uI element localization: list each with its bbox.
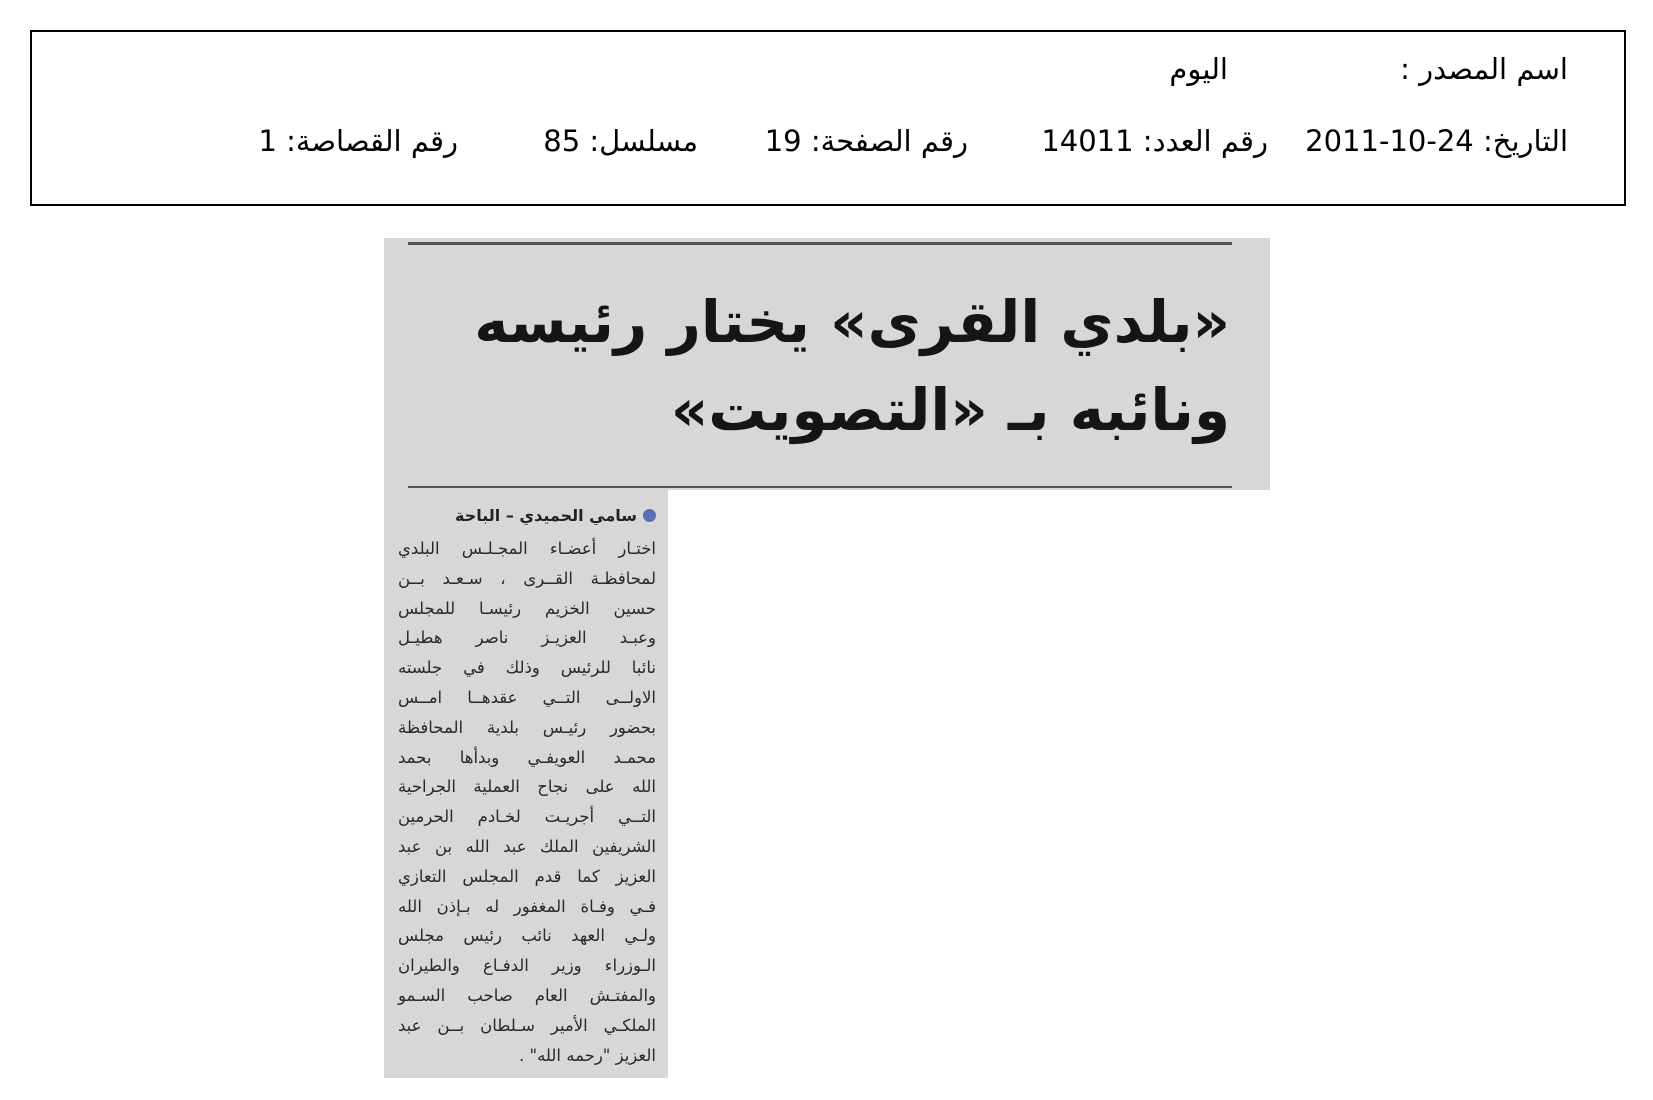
body-line: اختـار أعضـاء المجـلـس البلدي [398,539,656,558]
source-label: اسم المصدر : [1400,52,1568,86]
body-line: نائبا للرئيس وذلك في جلسته [398,658,656,678]
headline-line-1: «بلدي القرى» يختار رئيسه [474,288,1230,356]
source-value: اليوم [1169,52,1228,86]
serial-field: مسلسل: 85 [543,124,698,158]
body-line: الشريفين الملك عبد الله بن عبد [398,836,656,856]
headline [424,278,1230,454]
body-line: العزيز "رحمه الله" . [518,1045,656,1065]
bullet-icon [643,509,656,522]
byline [455,506,656,525]
body-line: الملكـي الأمير سـلطان بــن عبد [398,1015,656,1035]
body-line: وعبـد العزيـز ناصر هطيـل [398,628,656,648]
body-line: ولـي العهد نائب رئيس مجلس [398,926,656,946]
body-line: بحضور رئيـس بلدية المحافظة [398,717,656,737]
headline-line-2: ونائبه بـ «التصويت» [670,376,1230,444]
body-line: الاولــى التــي عقدهــا امــس [398,687,656,707]
page-number-field: رقم الصفحة: 19 [764,124,968,158]
newspaper-clipping [384,238,1270,1078]
body-line: والمفتـش العام صاحب السـمو [398,985,656,1005]
body-line: فـي وفـاة المغفور له بـإذن الله [398,896,656,916]
article-column [384,490,668,1078]
issue-number-field: رقم العدد: 14011 [1041,124,1268,158]
body-line: محمـد العويفـي وبدأها بحمد [398,747,656,767]
clipping-metadata-box [30,30,1626,206]
body-line: العزيز كما قدم المجلس التعازي [398,866,656,886]
date-field: التاريخ: 24-10-2011 [1305,124,1568,158]
headline-panel [384,238,1270,490]
body-line: حسين الخزيم رئيسـا للمجلس [398,598,656,618]
article-body [398,534,656,1070]
bottom-divider [408,486,1232,488]
body-line: الله على نجاح العملية الجراحية [398,777,656,797]
metadata-row-source [72,52,1568,86]
top-divider [408,242,1232,245]
body-line: التــي أجريـت لخـادم الحرمين [398,807,656,827]
clipping-number-field: رقم القصاصة: 1 [258,124,458,158]
body-line: لمحافظـة القــرى ، سـعـد بــن [398,568,656,588]
byline-text: سامي الحميدي – الباحة [455,506,637,525]
body-line: الـوزراء وزير الدفـاع والطيران [398,956,656,976]
metadata-row-details [72,124,1568,158]
